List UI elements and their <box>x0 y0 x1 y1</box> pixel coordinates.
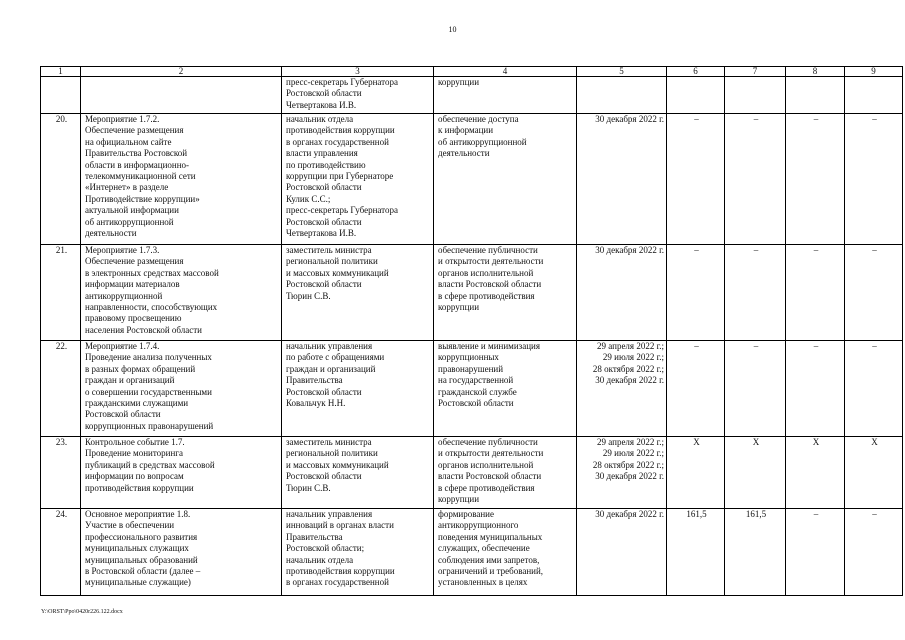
column-number-row <box>41 67 903 77</box>
column-number: 7 <box>725 67 786 77</box>
deadline-cell: 30 декабря 2022 г. <box>577 245 667 341</box>
value-cell <box>667 77 725 114</box>
row-number: 24. <box>41 509 81 596</box>
value-cell: – <box>845 509 903 596</box>
row-number: 22. <box>41 341 81 437</box>
measure-cell: Основное мероприятие 1.8. Участие в обеспечении профессионального развития муниципальных служащих муниципальных образований в Ростовской области (далее – муниципальные служащие) <box>81 509 282 596</box>
file-path-footer: Y:\ORST\Ppo\0420r226.122.docx <box>41 609 123 615</box>
deadline-cell: 30 декабря 2022 г. <box>577 114 667 245</box>
result-cell: обеспечение публичности и открытости деятельности органов исполнительной власти Ростовской области в сфере противодействия коррупции <box>434 245 577 341</box>
deadline-cell <box>577 77 667 114</box>
responsible-cell: заместитель министра региональной политики и массовых коммуникаций Ростовской области Тюрин С.В. <box>282 245 434 341</box>
table-row <box>41 341 903 437</box>
value-cell: X <box>667 437 725 509</box>
table-row <box>41 245 903 341</box>
table-row <box>41 509 903 596</box>
column-number: 6 <box>667 67 725 77</box>
result-cell: коррупции <box>434 77 577 114</box>
column-number: 1 <box>41 67 81 77</box>
page-number: 10 <box>448 25 457 34</box>
table-row <box>41 77 903 114</box>
column-number: 8 <box>786 67 845 77</box>
responsible-cell: заместитель министра региональной политики и массовых коммуникаций Ростовской области Тюрин С.В. <box>282 437 434 509</box>
row-number <box>41 77 81 114</box>
value-cell: – <box>786 509 845 596</box>
column-number: 4 <box>434 67 577 77</box>
value-cell: 161,5 <box>725 509 786 596</box>
result-cell: формирование антикоррупционного поведения муниципальных служащих, обеспечение соблюдения ими запретов, ограничений и требований, установленных в целях <box>434 509 577 596</box>
value-cell: X <box>786 437 845 509</box>
result-cell: выявление и минимизация коррупционных правонарушений на государственной гражданской службе Ростовской области <box>434 341 577 437</box>
deadline-cell: 30 декабря 2022 г. <box>577 509 667 596</box>
responsible-cell: начальник отдела противодействия коррупции в органах государственной власти управления по противодействию коррупции при Губернаторе Ростовской области Кулик С.С.; пресс-секретарь Губернатора Ростовской области Четвертакова И.В. <box>282 114 434 245</box>
value-cell: – <box>786 114 845 245</box>
value-cell <box>725 77 786 114</box>
column-number: 3 <box>282 67 434 77</box>
value-cell: – <box>786 245 845 341</box>
row-number: 20. <box>41 114 81 245</box>
responsible-cell: пресс-секретарь Губернатора Ростовской области Четвертакова И.В. <box>282 77 434 114</box>
value-cell: – <box>786 341 845 437</box>
value-cell: – <box>725 245 786 341</box>
value-cell <box>845 77 903 114</box>
table-row <box>41 114 903 245</box>
measures-table <box>40 66 903 596</box>
deadline-cell: 29 апреля 2022 г.; 29 июля 2022 г.; 28 октября 2022 г.; 30 декабря 2022 г. <box>577 437 667 509</box>
value-cell: – <box>725 114 786 245</box>
value-cell: X <box>845 437 903 509</box>
measure-cell <box>81 77 282 114</box>
result-cell: обеспечение публичности и открытости деятельности органов исполнительной власти Ростовской области в сфере противодействия коррупции <box>434 437 577 509</box>
measure-cell: Контрольное событие 1.7. Проведение мониторинга публикаций в средствах массовой информации по вопросам противодействия коррупции <box>81 437 282 509</box>
row-number: 23. <box>41 437 81 509</box>
column-number: 2 <box>81 67 282 77</box>
measure-cell: Мероприятие 1.7.2. Обеспечение размещения на официальном сайте Правительства Ростовской области в информационно- телекоммуникационной сети «Интернет» в разделе Противодействие коррупции» актуальной информации об антикоррупционной деятельности <box>81 114 282 245</box>
value-cell: X <box>725 437 786 509</box>
value-cell: 161,5 <box>667 509 725 596</box>
value-cell: – <box>667 114 725 245</box>
column-number: 9 <box>845 67 903 77</box>
row-number: 21. <box>41 245 81 341</box>
responsible-cell: начальник управления по работе с обращениями граждан и организаций Правительства Ростовской области Ковальчук Н.Н. <box>282 341 434 437</box>
value-cell: – <box>667 341 725 437</box>
measure-cell: Мероприятие 1.7.3. Обеспечение размещения в электронных средствах массовой информации материалов антикоррупционной направленности, способствующих правовому просвещению населения Ростовской области <box>81 245 282 341</box>
value-cell: – <box>845 245 903 341</box>
column-number: 5 <box>577 67 667 77</box>
value-cell <box>786 77 845 114</box>
value-cell: – <box>845 114 903 245</box>
value-cell: – <box>725 341 786 437</box>
responsible-cell: начальник управления инноваций в органах власти Правительства Ростовской области; начальник отдела противодействия коррупции в органах государственной <box>282 509 434 596</box>
value-cell: – <box>845 341 903 437</box>
measure-cell: Мероприятие 1.7.4. Проведение анализа полученных в разных формах обращений граждан и организаций о совершении государственными гражданскими служащими Ростовской области коррупционных правонарушений <box>81 341 282 437</box>
value-cell: – <box>667 245 725 341</box>
result-cell: обеспечение доступа к информации об антикоррупционной деятельности <box>434 114 577 245</box>
deadline-cell: 29 апреля 2022 г.; 29 июля 2022 г.; 28 октября 2022 г.; 30 декабря 2022 г. <box>577 341 667 437</box>
table-row <box>41 437 903 509</box>
